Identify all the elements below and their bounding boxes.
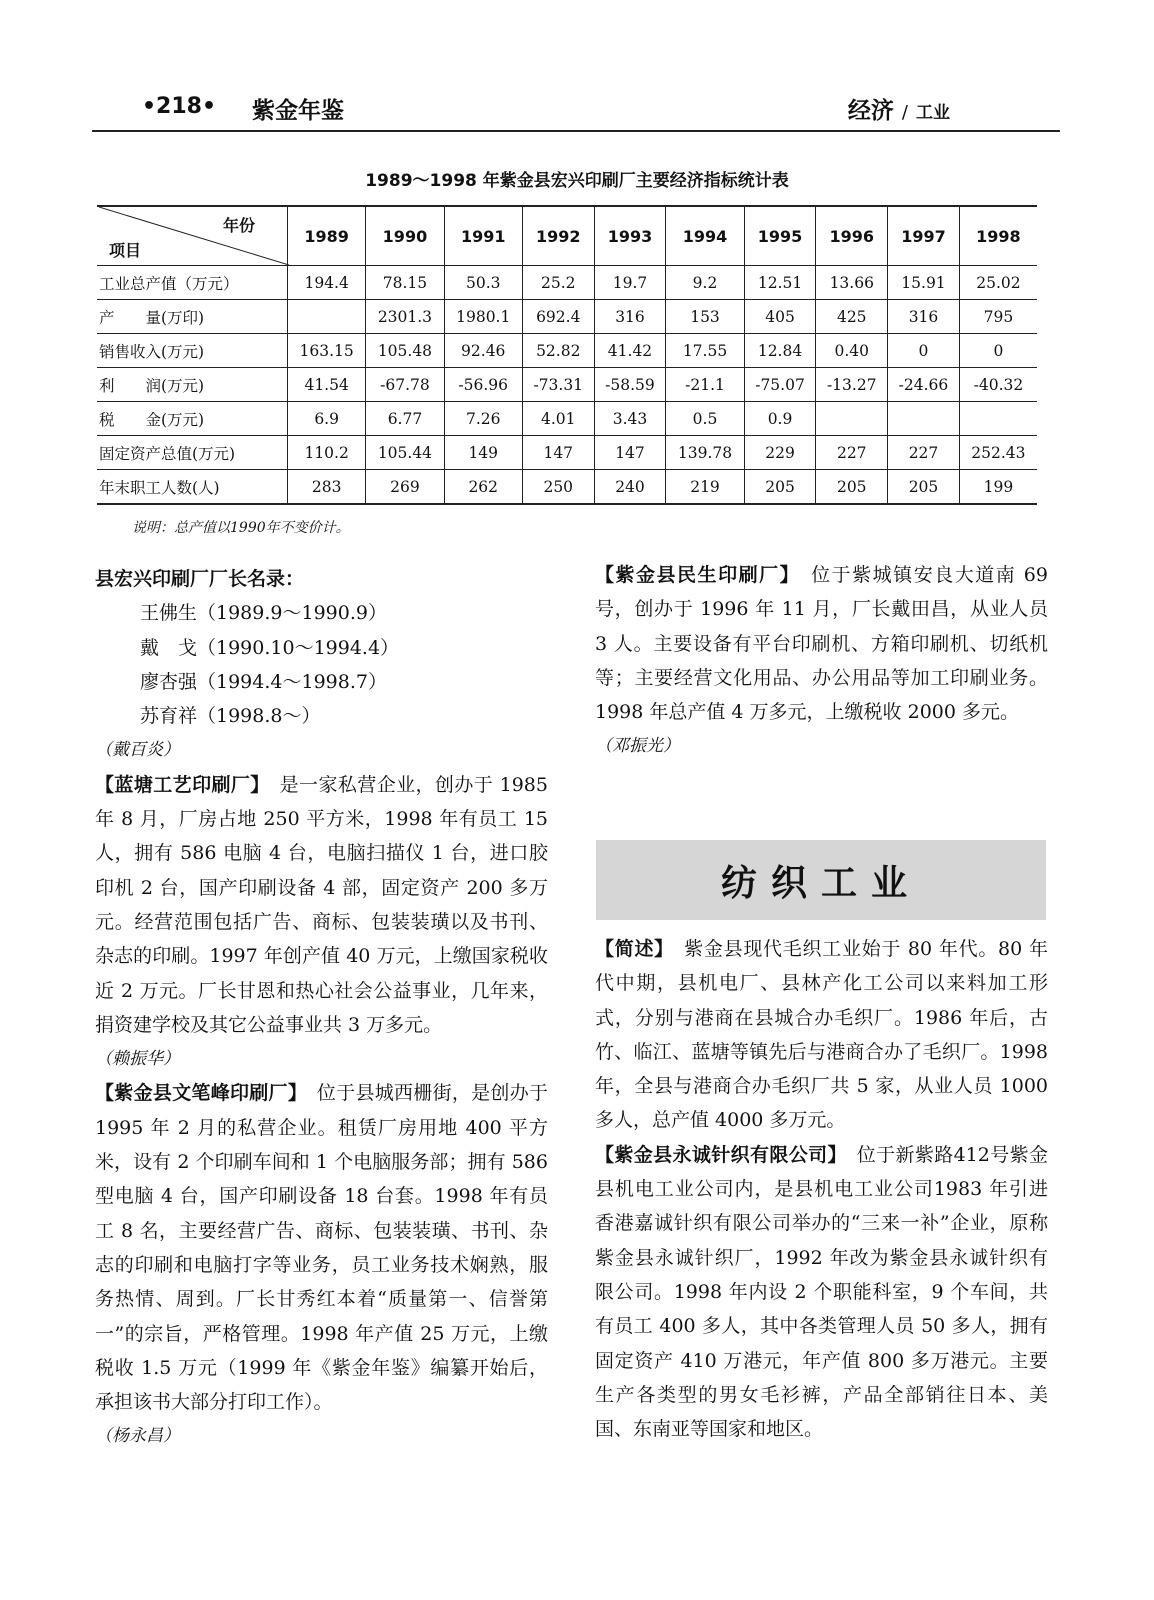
table-title: 1989～1998 年紫金县宏兴印刷厂主要经济指标统计表 [365,171,789,191]
article-wenbifeng [95,1076,548,1419]
table-cell: 194.4 [288,266,366,300]
table-cell: 250 [522,470,594,505]
section-title [848,92,950,125]
table-cell: 92.46 [444,334,522,368]
article-heading: 【紫金县永诚针织有限公司】 [595,1143,838,1166]
table-cell: 269 [366,470,444,505]
table-cell: -58.59 [594,368,666,402]
table-cell: 0.5 [666,402,744,436]
year-header-cell: 1992 [522,206,594,266]
year-header-cell: 1995 [744,206,816,266]
year-header-cell: 1996 [816,206,888,266]
table-cell: 262 [444,470,522,505]
book-title: 紫金年鉴 [252,98,344,124]
table-cell: 149 [444,436,522,470]
table-cell: 219 [666,470,744,505]
row-label-cell: 税 金(万元) [97,402,288,436]
table-cell: 17.55 [666,334,744,368]
director-entry: 廖杏强（1994.4～1998.7） [140,670,387,693]
table-cell: 1980.1 [444,300,522,334]
corner-year-label: 年份 [222,216,255,235]
table-cell: -24.66 [888,368,960,402]
table-cell: 405 [744,300,816,334]
table-cell: 205 [744,470,816,505]
year-header-cell: 1997 [888,206,960,266]
author-credit: （杨永昌） [95,1426,180,1447]
table-cell: 12.51 [744,266,816,300]
article-heading: 【蓝塘工艺印刷厂】 [95,773,261,796]
article-lantang [95,768,548,1042]
article-heading: 【简述】 [595,938,665,960]
section-banner [596,840,1046,920]
table-row [97,266,1037,300]
table-cell: 227 [888,436,960,470]
section-name: 经济 [847,98,894,124]
table-cell: 153 [666,300,744,334]
table-cell: 9.2 [666,266,744,300]
table-cell: 105.44 [366,436,444,470]
banner-title: 纺织工业 [720,862,921,904]
table-cell: -13.27 [816,368,888,402]
row-label-cell: 产 量(万印) [97,300,288,334]
article-yongcheng [595,1138,1048,1447]
table-cell: 0.40 [816,334,888,368]
section-separator: / [901,102,908,123]
table-cell: -73.31 [522,368,594,402]
table-cell [816,402,888,436]
table-cell: 13.66 [816,266,888,300]
table-cell: 4.01 [522,402,594,436]
article-body: 位于新紫路412号紫金县机电工业公司内，是县机电工业公司1983 年引进香港嘉诚针织有限公司举办的“三来一补”企业，原称紫金县永诚针织厂，1992 年改为紫金县永诚针织有限公司。1998 年内设 2 个职能科室，9 个车间，共有员工 400 多人，其中各类管理人员 50 多人，拥有固定资产 410 万港元，年产值 800 多万港元。主要生产各类型的男女毛衫裤，产品全部销往日本、美国、东南亚等国家和地区。 [595,1143,1048,1441]
year-header-cell: 1990 [366,206,444,266]
year-header-cell: 1991 [444,206,522,266]
table-cell: 25.02 [959,266,1037,300]
table-cell: 252.43 [959,436,1037,470]
row-label-cell: 工业总产值（万元） [97,266,288,300]
table-row [97,300,1037,334]
table-cell: 2301.3 [366,300,444,334]
table-cell: 41.42 [594,334,666,368]
article-heading: 【紫金县民生印刷厂】 [595,564,791,586]
table-cell: 240 [594,470,666,505]
director-entry: 戴 戈（1990.10～1994.4） [140,636,400,659]
table-cell: 15.91 [888,266,960,300]
table-cell: 0.9 [744,402,816,436]
year-header-cell: 1989 [288,206,366,266]
table-row [97,334,1037,368]
right-column-bottom [595,932,1048,1446]
subsection-name: 工业 [916,103,950,123]
table-row [97,402,1037,436]
table-cell: 139.78 [666,436,744,470]
table-cell: 199 [959,470,1037,505]
table-cell: 3.43 [594,402,666,436]
author-credit: （戴百炎） [95,740,180,761]
table-cell: 52.82 [522,334,594,368]
table-cell: 205 [888,470,960,505]
article-body: 位于县城西栅街，是创办于 1995 年 2 月的私营企业。租赁厂房用地 400 平方米，设有 2 个印刷车间和 1 个电脑服务部；拥有 586 型电脑 4 台，国产印刷设备 18 台套。1998 年有员工 8 名，主要经营广告、商标、包装装璜、书刊、杂志的印刷和电脑打字等业务，员工业务技术娴熟，服务热情、周到。厂长甘秀红本着“质量第一、信誉第一”的宗旨，严格管理。1998 年产值 25 万元，上缴税收 1.5 万元（1999 年《紫金年鉴》编纂开始后，承担该书大部分打印工作）。 [95,1082,548,1414]
table-cell: 147 [594,436,666,470]
table-row [97,470,1037,505]
statistics-table [97,205,1037,505]
table-cell: 41.54 [288,368,366,402]
table-cell: -75.07 [744,368,816,402]
directors-heading: 县宏兴印刷厂厂长名录： [95,568,305,590]
table-cell: 692.4 [522,300,594,334]
year-header-cell: 1994 [666,206,744,266]
table-cell: -40.32 [959,368,1037,402]
table-note: 说明：总产值以1990年不变价计。 [132,520,350,536]
corner-item-label: 项目 [109,241,142,260]
article-minsheng [595,558,1048,729]
table-cell: 795 [959,300,1037,334]
table-corner-cell [97,206,288,266]
table-cell: -67.78 [366,368,444,402]
table-cell [888,402,960,436]
table-cell: 205 [816,470,888,505]
page-number: •218• [142,94,217,119]
table-cell: 6.9 [288,402,366,436]
table-cell: 6.77 [366,402,444,436]
right-column-top [595,558,1048,764]
year-header-cell: 1998 [959,206,1037,266]
table-cell: 7.26 [444,402,522,436]
author-credit: （邓振光） [595,736,680,757]
table-cell: 316 [888,300,960,334]
article-heading: 【紫金县文笔峰印刷厂】 [95,1082,298,1105]
row-label-cell: 年末职工人数(人) [97,470,288,505]
director-entry: 王佛生（1989.9～1990.9） [140,602,387,625]
table-cell [288,300,366,334]
left-column [95,562,548,1454]
table-cell: 78.15 [366,266,444,300]
article-body: 位于紫城镇安良大道南 69 号，创办于 1996 年 11 月，厂长戴田昌，从业人员 3 人。主要设备有平台印刷机、方箱印刷机、切纸机等；主要经营文化用品、办公用品等加工印刷业务。1998 年总产值 4 万多元，上缴税收 2000 多元。 [595,564,1048,724]
table-cell: 425 [816,300,888,334]
table-cell: -21.1 [666,368,744,402]
table-cell: 25.2 [522,266,594,300]
article-body: 是一家私营企业，创办于 1985 年 8 月，厂房占地 250 平方米，1998 年有员工 15 人，拥有 586 电脑 4 台，电脑扫描仪 1 台，进口胶印机 2 台，国产印刷设备 4 部，固定资产 200 多万元。经营范围包括广告、商标、包装装璜以及书刊、杂志的印刷。1997 年创产值 40 万元，上缴国家税收近 2 万元。厂长甘恩和热心社会公益事业，几年来，捐资建学校及其它公益事业共 3 万多元。 [95,773,548,1036]
page-header [92,92,1060,132]
article-summary [595,932,1048,1138]
table-cell: 19.7 [594,266,666,300]
row-label-cell: 固定资产总值(万元) [97,436,288,470]
table-cell: 0 [888,334,960,368]
table-cell [959,402,1037,436]
table-body [97,266,1037,505]
table-cell: 229 [744,436,816,470]
director-entry: 苏育祥（1998.8～） [140,705,321,728]
row-label-cell: 利 润(万元) [97,368,288,402]
table-cell: 163.15 [288,334,366,368]
table-cell: 50.3 [444,266,522,300]
table-cell: 147 [522,436,594,470]
article-body: 紫金县现代毛织工业始于 80 年代。80 年代中期，县机电厂、县林产化工公司以来料加工形式，分别与港商在县城合办毛织厂。1986 年后，古竹、临江、蓝塘等镇先后与港商合办了毛织厂。1998 年，全县与港商合办毛织厂共 5 家，从业人员 1000 多人，总产值 4000 多万元。 [595,938,1048,1132]
author-credit: （赖振华） [95,1049,180,1070]
table-row [97,368,1037,402]
table-cell: 12.84 [744,334,816,368]
table-cell: 316 [594,300,666,334]
year-header-cell: 1993 [594,206,666,266]
table-row [97,436,1037,470]
table-cell: 105.48 [366,334,444,368]
table-cell: 0 [959,334,1037,368]
table-cell: -56.96 [444,368,522,402]
table-cell: 110.2 [288,436,366,470]
table-header-row [97,206,1037,266]
table-cell: 283 [288,470,366,505]
table-cell: 227 [816,436,888,470]
row-label-cell: 销售收入(万元) [97,334,288,368]
